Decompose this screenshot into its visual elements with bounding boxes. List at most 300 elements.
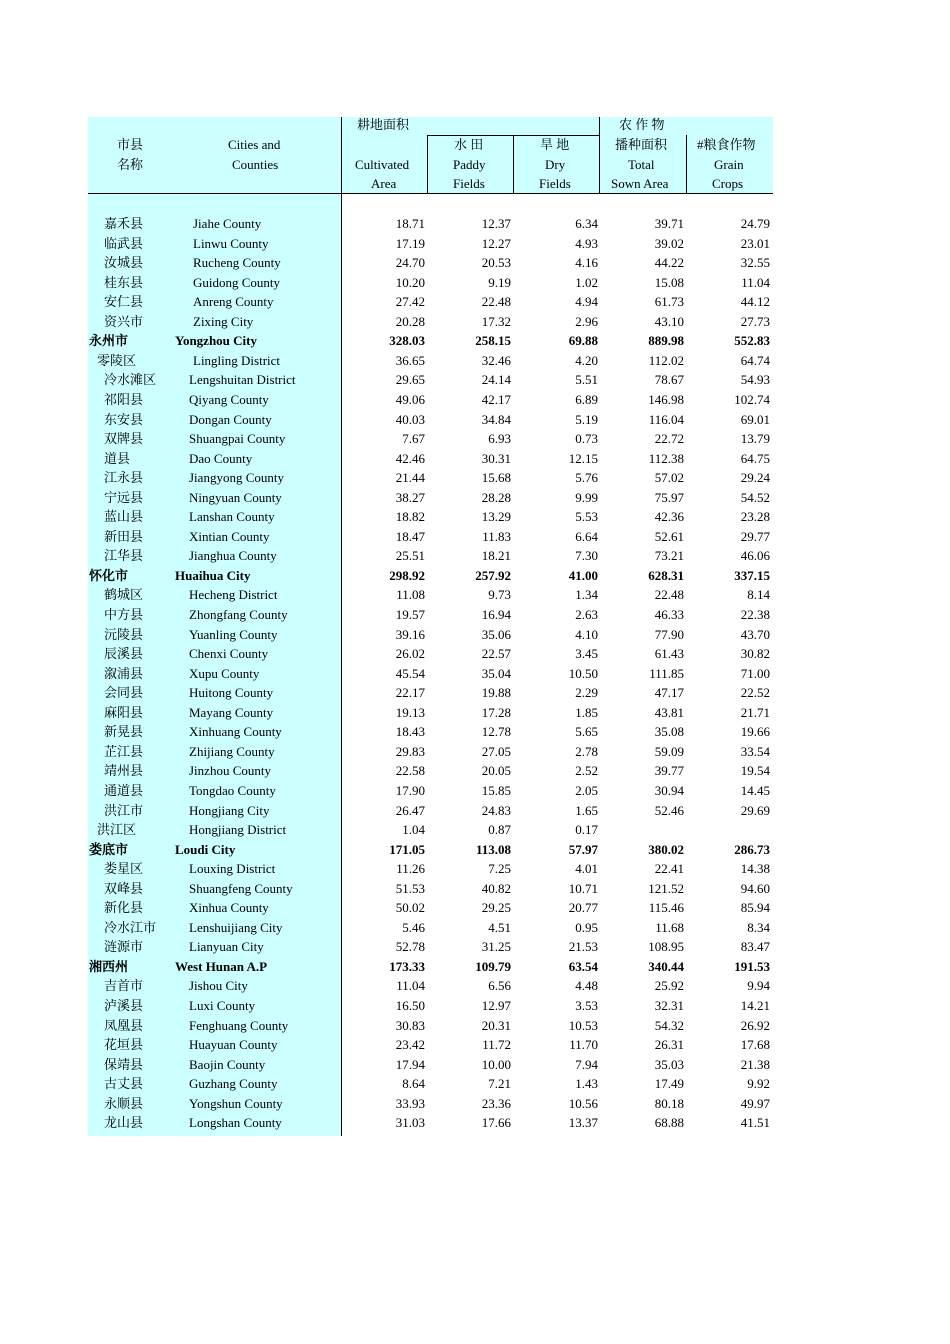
total-sown-area-value: 112.38 xyxy=(648,450,684,466)
region-name-cn: 鹤城区 xyxy=(104,587,144,603)
region-name-cn: 吉首市 xyxy=(104,978,144,994)
cultivated-area-value: 11.08 xyxy=(396,587,425,603)
table-row xyxy=(0,507,950,527)
region-name-en: Lengshuitan District xyxy=(189,372,296,388)
region-name-en: Tongdao County xyxy=(189,782,276,798)
grain-crops-value: 69.01 xyxy=(740,411,770,427)
grain-crops-value: 23.01 xyxy=(740,235,770,251)
total-sown-area-value: 115.46 xyxy=(648,900,684,916)
region-name-cn: 会同县 xyxy=(104,685,144,701)
region-name-cn: 新田县 xyxy=(104,528,144,544)
cultivated-area-value: 18.71 xyxy=(395,216,425,231)
paddy-fields-value: 11.83 xyxy=(482,528,511,544)
paddy-fields-value: 12.27 xyxy=(481,235,511,251)
region-name-cn: 古丈县 xyxy=(104,1076,144,1092)
region-name-cn: 娄星区 xyxy=(104,861,144,877)
region-name-en: Lanshan County xyxy=(189,509,275,525)
header-paddy-en-1: Paddy xyxy=(453,157,486,172)
region-name-cn: 中方县 xyxy=(104,607,144,622)
region-name-en: Ningyuan County xyxy=(189,489,282,505)
total-sown-area-value: 77.90 xyxy=(654,626,684,642)
region-name-en: Louxing District xyxy=(189,861,276,877)
grain-crops-value: 14.45 xyxy=(740,782,770,798)
region-name-cn: 泸溪县 xyxy=(104,998,144,1013)
cultivated-area-value: 22.17 xyxy=(395,685,425,701)
dry-fields-value: 5.65 xyxy=(575,724,598,740)
total-sown-area-value: 25.92 xyxy=(654,978,684,994)
cultivated-area-value: 298.92 xyxy=(389,567,425,583)
grain-crops-value: 102.74 xyxy=(734,391,770,407)
table-row xyxy=(0,683,950,703)
total-sown-area-value: 39.02 xyxy=(654,235,684,251)
header-cultivated-en-1: Cultivated xyxy=(355,157,410,172)
cultivated-area-value: 19.57 xyxy=(395,607,425,622)
total-sown-area-value: 59.09 xyxy=(654,743,684,759)
region-name-en: Dao County xyxy=(189,450,253,466)
table-row xyxy=(0,253,950,273)
paddy-fields-value: 12.78 xyxy=(481,724,511,740)
paddy-fields-value: 12.97 xyxy=(481,998,511,1013)
paddy-fields-value: 6.93 xyxy=(488,431,511,447)
paddy-fields-value: 24.83 xyxy=(481,802,511,818)
table-row xyxy=(0,234,950,254)
table-row xyxy=(0,761,950,781)
table-row xyxy=(0,1074,950,1094)
region-name-en: Chenxi County xyxy=(189,646,269,662)
header-sown-cn: 播种面积 xyxy=(615,137,668,152)
table-row xyxy=(0,957,950,977)
paddy-fields-value: 258.15 xyxy=(475,333,511,349)
dry-fields-value: 0.95 xyxy=(575,919,598,935)
table-row xyxy=(0,1094,950,1114)
total-sown-area-value: 30.94 xyxy=(654,782,684,798)
total-sown-area-value: 889.98 xyxy=(648,333,684,349)
cultivated-area-value: 45.54 xyxy=(395,665,425,681)
grain-crops-value: 32.55 xyxy=(740,255,770,271)
cultivated-area-value: 11.04 xyxy=(396,978,425,994)
grain-crops-value: 22.38 xyxy=(740,607,770,622)
dry-fields-value: 1.02 xyxy=(575,274,598,290)
total-sown-area-value: 111.85 xyxy=(649,665,684,681)
dry-fields-value: 20.77 xyxy=(568,900,598,916)
region-name-en: Yuanling County xyxy=(189,626,278,642)
region-name-en: Xintian County xyxy=(189,528,270,544)
cultivated-area-value: 7.67 xyxy=(402,431,425,447)
cultivated-area-value: 20.28 xyxy=(395,313,425,329)
paddy-fields-value: 24.14 xyxy=(481,372,511,388)
header-name-cn-2: 名称 xyxy=(117,157,144,172)
dry-fields-value: 4.10 xyxy=(575,626,598,642)
region-name-cn: 祁阳县 xyxy=(104,391,144,407)
region-name-cn: 溆浦县 xyxy=(104,665,144,681)
header-paddy-cn: 水 田 xyxy=(454,137,484,152)
dry-fields-value: 7.94 xyxy=(575,1056,598,1072)
region-name-cn: 永州市 xyxy=(89,333,129,349)
region-name-cn: 麻阳县 xyxy=(104,704,144,720)
region-name-en: Lianyuan City xyxy=(189,939,264,955)
header-name-en-2: Counties xyxy=(232,157,279,172)
total-sown-area-value: 61.43 xyxy=(654,646,684,662)
region-name-en: Guzhang County xyxy=(189,1076,278,1092)
dry-fields-value: 10.53 xyxy=(568,1017,598,1033)
dry-fields-value: 2.96 xyxy=(575,313,598,329)
region-name-en: Zhijiang County xyxy=(189,743,275,759)
region-name-cn: 新化县 xyxy=(104,900,144,916)
grain-crops-value: 30.82 xyxy=(740,646,770,662)
grain-crops-value: 43.70 xyxy=(740,626,770,642)
paddy-fields-value: 35.06 xyxy=(481,626,511,642)
paddy-fields-value: 16.94 xyxy=(481,607,511,622)
header-dry-cn: 旱 地 xyxy=(540,137,570,152)
region-name-cn: 娄底市 xyxy=(89,841,129,857)
table-row xyxy=(0,546,950,566)
dry-fields-value: 5.53 xyxy=(575,509,598,525)
header-divider-2 xyxy=(427,135,428,193)
table-row xyxy=(0,292,950,312)
table-row xyxy=(0,703,950,723)
total-sown-area-value: 17.49 xyxy=(654,1076,684,1092)
total-sown-area-value: 380.02 xyxy=(648,841,684,857)
cultivated-area-value: 39.16 xyxy=(395,626,425,642)
total-sown-area-value: 22.41 xyxy=(654,861,684,877)
total-sown-area-value: 43.10 xyxy=(654,313,684,329)
total-sown-area-value: 112.02 xyxy=(648,352,684,368)
region-name-en: Yongzhou City xyxy=(175,333,257,349)
grain-crops-value: 17.68 xyxy=(740,1037,770,1053)
region-name-cn: 龙山县 xyxy=(104,1115,144,1131)
table-row xyxy=(0,410,950,430)
region-name-en: Hecheng District xyxy=(189,587,278,603)
dry-fields-value: 3.45 xyxy=(575,646,598,662)
dry-fields-value: 10.56 xyxy=(568,1095,598,1111)
region-name-cn: 新晃县 xyxy=(104,724,144,740)
cultivated-area-value: 29.65 xyxy=(395,372,425,388)
region-name-cn: 保靖县 xyxy=(104,1056,144,1072)
grain-crops-value: 83.47 xyxy=(740,939,770,955)
paddy-fields-value: 6.56 xyxy=(488,978,511,994)
cultivated-area-value: 16.50 xyxy=(395,998,425,1013)
paddy-fields-value: 257.92 xyxy=(475,567,511,583)
region-name-en: Linwu County xyxy=(193,235,269,251)
table-row xyxy=(0,429,950,449)
paddy-fields-value: 12.37 xyxy=(481,216,511,231)
total-sown-area-value: 46.33 xyxy=(654,607,684,622)
cultivated-area-value: 23.42 xyxy=(395,1037,425,1053)
table-row xyxy=(0,801,950,821)
paddy-fields-value: 32.46 xyxy=(481,352,511,368)
paddy-fields-value: 9.19 xyxy=(488,274,511,290)
dry-fields-value: 4.48 xyxy=(575,978,598,994)
total-sown-area-value: 121.52 xyxy=(648,880,684,896)
total-sown-area-value: 54.32 xyxy=(654,1017,684,1033)
paddy-fields-value: 42.17 xyxy=(481,391,511,407)
paddy-fields-value: 34.84 xyxy=(481,411,511,427)
dry-fields-value: 3.53 xyxy=(575,998,598,1013)
cultivated-area-value: 26.02 xyxy=(395,646,425,662)
cultivated-area-value: 31.03 xyxy=(395,1115,425,1131)
cultivated-area-value: 38.27 xyxy=(395,489,425,505)
grain-crops-value: 71.00 xyxy=(740,665,770,681)
cultivated-area-value: 52.78 xyxy=(395,939,425,955)
paddy-fields-value: 17.66 xyxy=(481,1115,511,1131)
table-row xyxy=(0,840,950,860)
table-row xyxy=(0,566,950,586)
paddy-fields-value: 20.05 xyxy=(481,763,511,779)
total-sown-area-value: 73.21 xyxy=(654,548,684,564)
region-name-en: Mayang County xyxy=(189,704,274,720)
cultivated-area-value: 40.03 xyxy=(395,411,425,427)
region-name-cn: 永顺县 xyxy=(104,1095,144,1111)
table-row xyxy=(0,390,950,410)
grain-crops-value: 14.21 xyxy=(740,998,770,1013)
region-name-en: Huayuan County xyxy=(189,1037,278,1053)
grain-crops-value: 13.79 xyxy=(740,431,770,447)
region-name-cn: 江永县 xyxy=(104,470,144,486)
region-name-cn: 嘉禾县 xyxy=(104,216,144,231)
grain-crops-value: 46.06 xyxy=(740,548,770,564)
dry-fields-value: 11.70 xyxy=(569,1037,598,1053)
grain-crops-value: 11.04 xyxy=(741,274,770,290)
dry-fields-value: 1.34 xyxy=(575,587,598,603)
paddy-fields-value: 13.29 xyxy=(481,509,511,525)
region-name-cn: 凤凰县 xyxy=(104,1017,144,1033)
dry-fields-value: 5.76 xyxy=(575,470,598,486)
grain-crops-value: 29.69 xyxy=(740,802,770,818)
table-row xyxy=(0,976,950,996)
region-name-en: West Hunan A.P xyxy=(175,958,268,974)
total-sown-area-value: 35.03 xyxy=(654,1056,684,1072)
cultivated-area-value: 29.83 xyxy=(395,743,425,759)
dry-fields-value: 6.34 xyxy=(575,216,598,231)
header-background xyxy=(88,117,773,193)
header-paddy-en-2: Fields xyxy=(453,176,485,191)
grain-crops-value: 9.94 xyxy=(747,978,770,994)
total-sown-area-value: 146.98 xyxy=(648,391,684,407)
cultivated-area-value: 42.46 xyxy=(395,450,425,466)
region-name-cn: 湘西州 xyxy=(89,958,129,974)
table-row xyxy=(0,1113,950,1133)
paddy-fields-value: 10.00 xyxy=(481,1056,511,1072)
grain-crops-value: 85.94 xyxy=(740,900,770,916)
dry-fields-value: 0.73 xyxy=(575,431,598,447)
header-cultivated-en-2: Area xyxy=(371,176,397,191)
region-name-en: Xinhua County xyxy=(189,900,269,916)
region-name-en: Baojin County xyxy=(189,1056,266,1072)
header-sown-en-2: Sown Area xyxy=(611,176,669,191)
table-row xyxy=(0,918,950,938)
paddy-fields-value: 15.85 xyxy=(481,782,511,798)
table-row xyxy=(0,742,950,762)
region-name-cn: 双峰县 xyxy=(104,880,144,896)
region-name-cn: 汝城县 xyxy=(104,255,144,271)
region-name-en: Longshan County xyxy=(189,1115,282,1131)
total-sown-area-value: 15.08 xyxy=(654,274,684,290)
region-name-cn: 冷水滩区 xyxy=(104,372,157,388)
total-sown-area-value: 32.31 xyxy=(654,998,684,1013)
cultivated-area-value: 17.94 xyxy=(395,1056,425,1072)
region-name-cn: 冷水江市 xyxy=(104,919,157,935)
paddy-fields-value: 28.28 xyxy=(481,489,511,505)
region-name-en: Lingling District xyxy=(193,352,281,368)
total-sown-area-value: 22.72 xyxy=(654,431,684,447)
paddy-fields-value: 31.25 xyxy=(481,939,511,955)
header-grain-en-2: Crops xyxy=(712,176,744,191)
grain-crops-value: 21.71 xyxy=(740,704,770,720)
total-sown-area-value: 78.67 xyxy=(654,372,684,388)
region-name-cn: 零陵区 xyxy=(97,352,137,368)
table-row xyxy=(0,644,950,664)
region-name-en: Guidong County xyxy=(193,274,281,290)
region-name-cn: 道县 xyxy=(104,450,131,466)
paddy-fields-value: 20.53 xyxy=(481,255,511,271)
region-name-cn: 桂东县 xyxy=(104,274,144,290)
table-row xyxy=(0,488,950,508)
region-name-cn: 沅陵县 xyxy=(104,626,144,642)
region-name-cn: 东安县 xyxy=(104,411,144,427)
grain-crops-value: 9.92 xyxy=(747,1076,770,1092)
region-name-en: Xinhuang County xyxy=(189,724,282,740)
dry-fields-value: 12.15 xyxy=(568,450,598,466)
region-name-en: Yongshun County xyxy=(189,1095,283,1111)
cultivated-area-value: 33.93 xyxy=(395,1095,425,1111)
dry-fields-value: 63.54 xyxy=(568,958,598,974)
grain-crops-value: 8.34 xyxy=(747,919,770,935)
paddy-fields-value: 20.31 xyxy=(481,1017,511,1033)
cultivated-area-value: 18.82 xyxy=(395,509,425,525)
table-row xyxy=(0,996,950,1016)
grain-crops-value: 23.28 xyxy=(740,509,770,525)
region-name-cn: 靖州县 xyxy=(104,763,144,779)
paddy-fields-value: 7.25 xyxy=(488,861,511,877)
table-row xyxy=(0,351,950,371)
dry-fields-value: 2.05 xyxy=(575,782,598,798)
paddy-fields-value: 27.05 xyxy=(481,743,511,759)
table-row xyxy=(0,527,950,547)
grain-crops-value: 54.52 xyxy=(740,489,770,505)
cultivated-area-value: 171.05 xyxy=(389,841,425,857)
table-row xyxy=(0,1055,950,1075)
grain-crops-value: 191.53 xyxy=(734,958,770,974)
total-sown-area-value: 42.36 xyxy=(654,509,684,525)
cultivated-area-value: 21.44 xyxy=(395,470,425,486)
grain-crops-value: 552.83 xyxy=(734,333,770,349)
region-name-cn: 通道县 xyxy=(104,782,144,798)
region-name-cn: 花垣县 xyxy=(104,1037,144,1053)
table-row xyxy=(0,214,950,234)
dry-fields-value: 1.85 xyxy=(575,704,598,720)
paddy-fields-value: 29.25 xyxy=(481,900,511,916)
cultivated-area-value: 10.20 xyxy=(395,274,425,290)
header-divider-3 xyxy=(513,135,514,193)
grain-crops-value: 14.38 xyxy=(740,861,770,877)
total-sown-area-value: 628.31 xyxy=(648,567,684,583)
cultivated-area-value: 1.04 xyxy=(402,822,425,838)
cultivated-area-value: 25.51 xyxy=(395,548,425,564)
grain-crops-value: 54.93 xyxy=(740,372,770,388)
grain-crops-value: 29.24 xyxy=(740,470,770,486)
table-row xyxy=(0,722,950,742)
region-name-en: Xupu County xyxy=(189,665,260,681)
dry-fields-value: 4.20 xyxy=(575,352,598,368)
paddy-fields-value: 40.82 xyxy=(481,880,511,896)
paddy-fields-value: 35.04 xyxy=(481,665,511,681)
table-row xyxy=(0,312,950,332)
region-name-en: Huaihua City xyxy=(175,567,251,583)
paddy-fields-value: 7.21 xyxy=(488,1076,511,1092)
region-name-cn: 江华县 xyxy=(104,548,144,564)
header-dry-en-2: Fields xyxy=(539,176,571,191)
paddy-fields-value: 22.48 xyxy=(481,294,511,310)
cultivated-area-value: 328.03 xyxy=(389,333,425,349)
grain-crops-value: 49.97 xyxy=(740,1095,770,1111)
cultivated-area-value: 17.19 xyxy=(395,235,425,251)
cultivated-area-value: 26.47 xyxy=(395,802,425,818)
dry-fields-value: 6.89 xyxy=(575,391,598,407)
total-sown-area-value: 57.02 xyxy=(654,470,684,486)
region-name-en: Jiangyong County xyxy=(189,470,284,486)
region-name-en: Lenshuijiang City xyxy=(189,919,283,935)
total-sown-area-value: 39.77 xyxy=(654,763,684,779)
total-sown-area-value: 75.97 xyxy=(654,489,684,505)
table-row xyxy=(0,859,950,879)
total-sown-area-value: 108.95 xyxy=(648,939,684,955)
header-divider-5 xyxy=(686,135,687,193)
total-sown-area-value: 35.08 xyxy=(654,724,684,740)
total-sown-area-value: 22.48 xyxy=(654,587,684,603)
grain-crops-value: 19.54 xyxy=(740,763,770,779)
dry-fields-value: 41.00 xyxy=(568,567,598,583)
paddy-fields-value: 18.21 xyxy=(481,548,511,564)
dry-fields-value: 2.29 xyxy=(575,685,598,701)
total-sown-area-value: 39.71 xyxy=(654,216,684,231)
grain-crops-value: 22.52 xyxy=(740,685,770,701)
total-sown-area-value: 52.61 xyxy=(654,528,684,544)
region-name-cn: 资兴市 xyxy=(104,313,144,329)
table-row xyxy=(0,898,950,918)
header-name-cn-1: 市县 xyxy=(117,137,144,152)
dry-fields-value: 1.65 xyxy=(575,802,598,818)
cultivated-area-value: 173.33 xyxy=(389,958,425,974)
grain-crops-value: 64.74 xyxy=(740,352,770,368)
region-name-en: Zhongfang County xyxy=(189,607,288,622)
region-name-cn: 安仁县 xyxy=(104,294,144,310)
total-sown-area-value: 68.88 xyxy=(654,1115,684,1131)
grain-crops-value: 94.60 xyxy=(740,880,770,896)
dry-fields-value: 9.99 xyxy=(575,489,598,505)
dry-fields-value: 5.51 xyxy=(575,372,598,388)
dry-fields-value: 4.94 xyxy=(575,294,598,310)
cultivated-area-value: 17.90 xyxy=(395,782,425,798)
grain-crops-value: 27.73 xyxy=(740,313,770,329)
total-sown-area-value: 26.31 xyxy=(654,1037,684,1053)
table-row xyxy=(0,605,950,625)
cultivated-area-value: 22.58 xyxy=(395,763,425,779)
cultivated-area-value: 8.64 xyxy=(402,1076,425,1092)
header-name-en-1: Cities and xyxy=(228,137,281,152)
region-name-en: Jishou City xyxy=(189,978,248,994)
grain-crops-value: 64.75 xyxy=(740,450,770,466)
cultivated-area-value: 30.83 xyxy=(395,1017,425,1033)
dry-fields-value: 6.64 xyxy=(575,528,598,544)
dry-fields-value: 69.88 xyxy=(568,333,598,349)
paddy-fields-value: 22.57 xyxy=(481,646,511,662)
region-name-cn: 洪江区 xyxy=(97,822,137,838)
cultivated-area-value: 5.46 xyxy=(402,919,425,935)
cultivated-area-value: 50.02 xyxy=(395,900,425,916)
table-row xyxy=(0,449,950,469)
paddy-fields-value: 19.88 xyxy=(481,685,511,701)
table-row xyxy=(0,1016,950,1036)
